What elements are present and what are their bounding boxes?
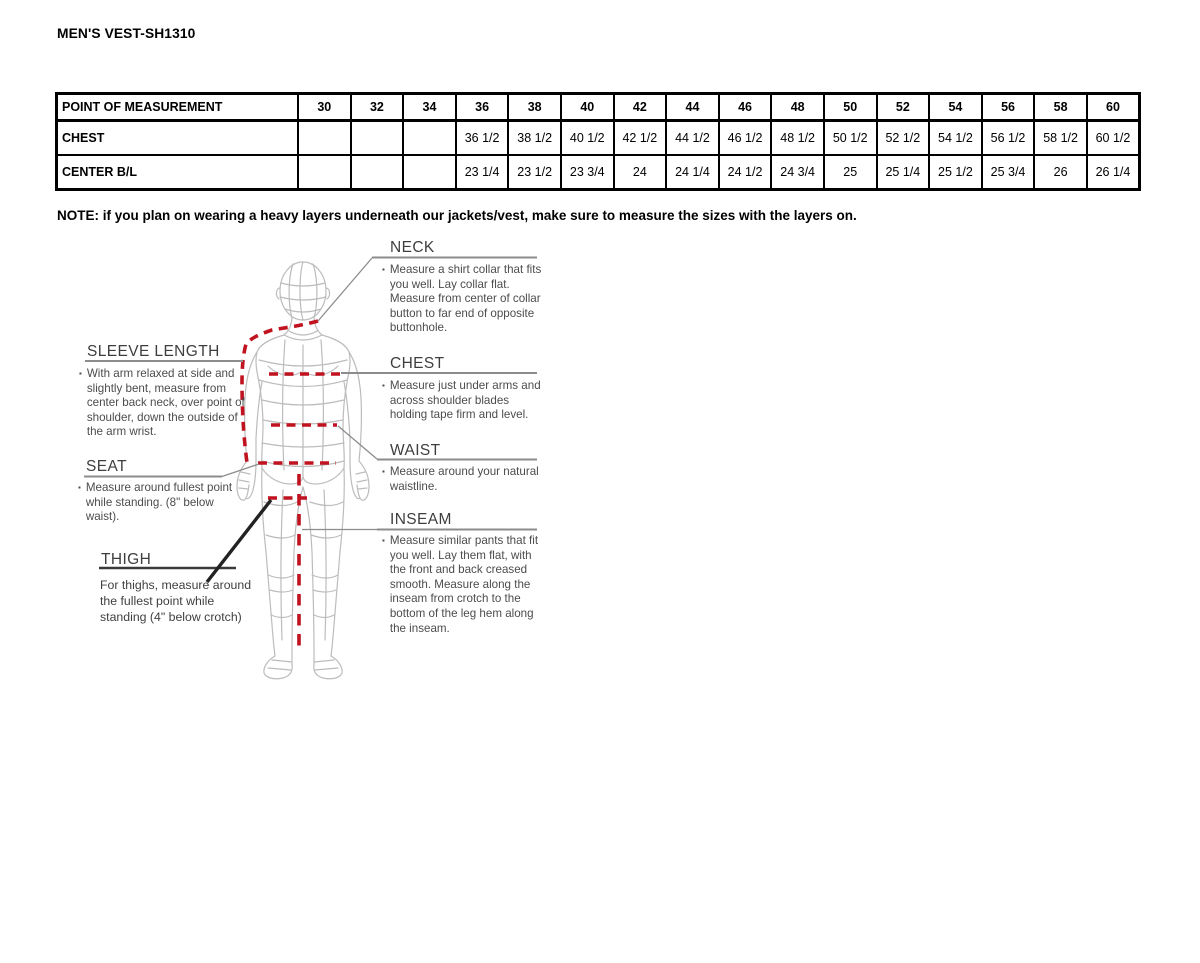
section-desc-neck — [382, 263, 546, 336]
size-value-cell: 24 1/2 — [719, 155, 772, 190]
size-header-cell: 52 — [877, 94, 930, 121]
size-header-cell: 54 — [929, 94, 982, 121]
size-value-cell: 52 1/2 — [877, 121, 930, 156]
bullet-icon: ▪ — [382, 381, 385, 390]
row-label: CENTER B/L — [57, 155, 299, 190]
neck-sleeve-measure-line — [242, 321, 318, 463]
size-value-cell: 25 1/4 — [877, 155, 930, 190]
table-row — [57, 155, 1140, 190]
page-title: MEN'S VEST-SH1310 — [57, 26, 196, 41]
size-value-cell: 60 1/2 — [1087, 121, 1140, 156]
size-header-cell: 60 — [1087, 94, 1140, 121]
size-header-cell: 48 — [771, 94, 824, 121]
row-label: CHEST — [57, 121, 299, 156]
size-header-cell: 58 — [1034, 94, 1087, 121]
size-value-cell: 26 — [1034, 155, 1087, 190]
size-value-cell: 40 1/2 — [561, 121, 614, 156]
bullet-icon: ▪ — [79, 369, 82, 378]
size-header-cell: 44 — [666, 94, 719, 121]
size-value-cell: 25 3/4 — [982, 155, 1035, 190]
size-value-cell: 36 1/2 — [456, 121, 509, 156]
size-value-cell: 23 1/2 — [508, 155, 561, 190]
size-value-cell — [298, 155, 351, 190]
size-header-cell: 40 — [561, 94, 614, 121]
size-value-cell: 23 1/4 — [456, 155, 509, 190]
section-desc-thigh — [100, 577, 252, 626]
size-value-cell — [298, 121, 351, 156]
section-desc-text: Measure around your natural waistline. — [389, 465, 539, 493]
section-desc-text: Measure just under arms and across shoulder blades holding tape firm and level. — [389, 379, 541, 422]
size-value-cell: 24 — [614, 155, 667, 190]
neck-callout-line — [318, 258, 372, 321]
size-value-cell: 44 1/2 — [666, 121, 719, 156]
size-header-cell: 30 — [298, 94, 351, 121]
size-value-cell: 24 1/4 — [666, 155, 719, 190]
section-label-neck: NECK — [390, 239, 435, 256]
size-value-cell — [351, 155, 404, 190]
size-value-cell — [403, 121, 456, 156]
section-desc-seat — [78, 481, 234, 525]
section-label-seat: SEAT — [86, 458, 127, 475]
bullet-icon: ▪ — [382, 265, 385, 274]
section-desc-text: With arm relaxed at side and slightly bent, measure from center back neck, over point of shoulder, down the outside of the arm wrist. — [86, 367, 245, 439]
section-desc-text: For thighs, measure around the fullest point while standing (4" below crotch) — [100, 578, 252, 625]
section-desc-text: Measure around fullest point while standing. (8" below waist). — [85, 481, 233, 524]
size-header-cell: 50 — [824, 94, 877, 121]
note-text: NOTE: if you plan on wearing a heavy layers underneath our jackets/vest, make sure to measure the sizes with the layers on. — [57, 208, 857, 223]
size-header-cell: 42 — [614, 94, 667, 121]
size-value-cell: 25 1/2 — [929, 155, 982, 190]
size-value-cell — [351, 121, 404, 156]
size-value-cell: 54 1/2 — [929, 121, 982, 156]
size-value-cell: 38 1/2 — [508, 121, 561, 156]
size-value-cell: 24 3/4 — [771, 155, 824, 190]
section-desc-sleeve-length — [79, 367, 251, 440]
size-value-cell: 58 1/2 — [1034, 121, 1087, 156]
size-header-cell: 32 — [351, 94, 404, 121]
bullet-icon: ▪ — [382, 467, 385, 476]
size-table — [55, 92, 1141, 191]
size-header-cell: 46 — [719, 94, 772, 121]
seat-callout-line — [222, 464, 259, 477]
measurement-lines — [242, 321, 341, 652]
size-value-cell: 42 1/2 — [614, 121, 667, 156]
size-value-cell: 56 1/2 — [982, 121, 1035, 156]
size-value-cell: 26 1/4 — [1087, 155, 1140, 190]
size-value-cell: 48 1/2 — [771, 121, 824, 156]
size-value-cell: 50 1/2 — [824, 121, 877, 156]
size-header-cell: 38 — [508, 94, 561, 121]
size-header-cell: 36 — [456, 94, 509, 121]
size-value-cell: 46 1/2 — [719, 121, 772, 156]
section-label-chest: CHEST — [390, 355, 445, 372]
body-wireframe-figure — [237, 262, 369, 679]
size-header-cell: 34 — [403, 94, 456, 121]
section-label-thigh: THIGH — [101, 551, 152, 568]
section-desc-waist — [382, 465, 546, 494]
bullet-icon: ▪ — [382, 536, 385, 545]
size-value-cell: 23 3/4 — [561, 155, 614, 190]
table-row — [57, 121, 1140, 156]
section-desc-text: Measure similar pants that fit you well. Lay them flat, with the front and back creased smooth. Measure along the inseam from crotch to the bottom of the leg hem along the inseam. — [389, 534, 539, 635]
section-desc-inseam — [382, 534, 546, 636]
section-desc-chest — [382, 379, 546, 423]
size-header-cell: 56 — [982, 94, 1035, 121]
size-value-cell — [403, 155, 456, 190]
measurement-header-cell: POINT OF MEASUREMENT — [57, 94, 299, 121]
section-desc-text: Measure a shirt collar that fits you well. Lay collar flat. Measure from center of collar button to far end of opposite buttonhole. — [389, 263, 542, 335]
bullet-icon: ▪ — [78, 483, 81, 492]
table-header-row — [57, 94, 1140, 121]
section-label-inseam: INSEAM — [390, 511, 452, 528]
section-label-waist: WAIST — [390, 442, 441, 459]
size-value-cell: 25 — [824, 155, 877, 190]
section-label-sleeve-length: SLEEVE LENGTH — [87, 343, 220, 360]
waist-callout-line — [338, 426, 377, 459]
